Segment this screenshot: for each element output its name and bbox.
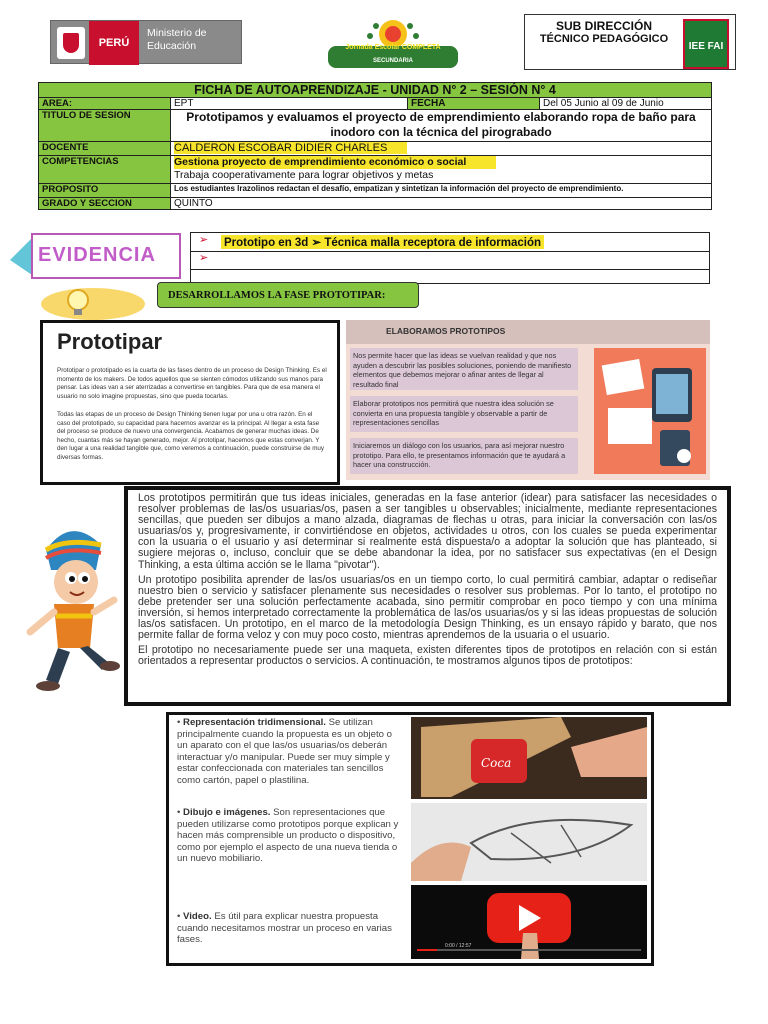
area-label: AREA: — [39, 98, 171, 110]
area-value: EPT — [171, 98, 408, 110]
minedu-logo — [50, 20, 242, 64]
evidencia-row-1 — [191, 233, 709, 252]
competencia-1: Gestiona proyecto de emprendimiento económico o social — [174, 156, 496, 169]
grado-label: GRADO Y SECCION — [39, 198, 171, 210]
tipo-tridimensional: • Representación tridimensional. Se utilizan principalmente cuando la propuesta es un objeto o un aparato con el que las/os usuarias/os deberán interactuar y/o manipular. Puede ser muy simple y estar confeccionada con materiales tan sencillos como cartón, papel o plastilina. — [177, 717, 392, 786]
jornada-text: Jornada Escolar COMPLETA — [345, 44, 441, 51]
prototype-sketches-image — [594, 348, 706, 474]
fecha-label: FECHA — [408, 98, 540, 110]
tipo-1-text: Se utilizan principalmente cuando la propuesta es un objeto o un aparato con el que las/os usuarias/os deberán interactuar y/o manipular. Puede ser muy simple y estar confeccionada con materiales tan sencillos como cartón, papel o plastilina. — [177, 717, 392, 786]
evidencia-row-2 — [191, 251, 709, 270]
elaboramos-card-3: Iniciaremos un diálogo con los usuarios, para así mejorar nuestro prototipo. Para ello, te presentamos información que te ayudará a hacer una construcción. — [350, 438, 578, 474]
tecnico-label: TÉCNICO PEDAGÓGICO — [539, 33, 669, 45]
competencias-label: COMPETENCIAS — [39, 156, 171, 184]
ministerio-label: Ministerio de Educación — [147, 27, 207, 52]
evidencia-item-1: Prototipo en 3d ➢ Técnica malla receptora de información — [221, 235, 544, 249]
elaboramos-card-2: Elaborar prototipos nos permitirá que nuestra idea solución se convierta en una propuesta tangible y observable a partir de representaciones sencillas — [350, 396, 578, 432]
prototipar-heading: Prototipar — [57, 329, 163, 354]
peru-shield-icon — [57, 27, 85, 59]
texto-paragraph-1: Los prototipos permitirán que tus ideas iniciales, generadas en la fase anterior (idear) para satisfacer las necesidades o resolver problemas de las/os usuarias/os, pasen a ser tangibles u observables; inicialmente, mediante representaciones sencillas, que pueden ser dibujos a mano alzada, diagramas de flechas u otras, para iniciar la conversación con las/os usuarias/os y, progresivamente, ir convirtiéndose en objetos, actividades u otros, con los cuales se pueda experimentar con la usuaria o el usuario y así determinar si realmente está dispuesta/o a adoptar la solución que has planteado, si sugiere mejoras o, incluso, concluir que se debe abandonar la idea, por no satisfacer sus expectativas (en el Design Thinking, a esta última acción se le llama "pivotar"). — [138, 492, 717, 571]
fase-prototipar-banner: DESARROLLAMOS LA FASE PROTOTIPAR: — [157, 282, 419, 308]
arrow-icon: ➢ — [199, 252, 209, 264]
video-timestamp: 0:00 / 12:57 — [445, 943, 472, 949]
docente-label: DOCENTE — [39, 142, 171, 156]
texto-paragraph-2: Un prototipo posibilita aprender de las/os usuarias/os en un tiempo corto, lo cual permitirá cambiar, adaptar o rediseñar nuestro bien o servicio y satisfacer plenamente sus necesidades o resolver sus problemas. Por lo tanto, el prototipo no debe pretender ser una solución perfectamente acabada, sino permitir comprobar en poco tiempo y con una mínima inversión, si hemos interpretado correctamente la problemática de las/os usuarias/os y si las ideas propuestas de solución las/os satisfacen. Un prototipo, en el marco de la metodología Design Thinking, es un ensayo rápido y barato, que nos permite fallar de forma veloz y con muy poco costo, mientras aprendemos de la usuaria o el usuario. — [138, 573, 717, 642]
docente-value: CALDERON ESCOBAR DIDIER CHARLES — [174, 142, 407, 154]
texto-paragraph-3: El prototipo no necesariamente puede ser una maqueta, existen diferentes tipos de prototipos en relación con si están orientados a representar productos o servicios. A continuación, te mostramos algunos tipos de prototipos: — [138, 644, 717, 668]
elaboramos-heading: ELABORAMOS PROTOTIPOS — [386, 326, 506, 336]
lightbulb-icon — [38, 282, 148, 322]
tipo-3-text: Es útil para explicar nuestra propuesta cuando necesitamos mostrar un proceso en varias fases. — [177, 911, 392, 945]
tipo-2-text: Son representaciones que pueden utilizarse como prototipos porque explican y hacen más comprensible un producto o dispositivo, como por ejemplo el aspecto de una nueva tienda o un nuevo mobiliario. — [177, 807, 399, 864]
proposito-label: PROPOSITO — [39, 184, 171, 198]
tipo-dibujo: • Dibujo e imágenes. Son representaciones que pueden utilizarse como prototipos porque explican y hacen más comprensible un producto o dispositivo, como por ejemplo el aspecto de una nueva tienda o un nuevo mobiliario. — [177, 807, 399, 864]
elaboramos-card-1: Nos permite hacer que las ideas se vuelvan realidad y que nos ayuden a descubrir las posibles soluciones, poniendo de manifiesto elementos que debemos mejorar o afinar antes de llegar al resultado final — [350, 348, 578, 390]
sub-direccion-box — [524, 14, 736, 70]
prototipar-paragraph-2: Todas las etapas de un proceso de Design Thinking tienen lugar por una u otra razón. En el caso del prototipado, su capacidad para hacernos avanzar es la principal. Al llegar a esta fase del proceso se produce de nuevo una convergencia. Acabamos de generar muchas ideas. De hecho, cuantas más se hayan generado, mejor. Al prototipar, hacemos que estas converjan. Y den lugar a una realidad tangible que, como veremos a continuación, puede construirse de muy diversas formas. — [57, 411, 325, 461]
fecha-value: Del 05 Junio al 09 de Junio — [540, 98, 712, 110]
arrow-icon: ➢ — [199, 234, 209, 246]
proposito-value: Los estudiantes lrazolinos redactan el desafío, empatizan y sintetizan la información del proyecto de emprendimiento. — [171, 184, 712, 198]
evidencia-label: EVIDENCIA — [38, 244, 156, 266]
evidencia-banner — [10, 230, 190, 280]
video-player-image[interactable] — [411, 885, 647, 959]
grado-value: QUINTO — [171, 198, 712, 210]
competencia-2: Trabaja cooperativamente para lograr objetivos y metas — [174, 169, 434, 181]
prototipar-paragraph-1: Prototipar o prototipado es la cuarta de las fases dentro de un proceso de Design Thinking. Es el momento de los makers. De todos aquellos que se sienten cómodos utilizando sus manos para pensar. Las ideas van a ser aterrizadas a convertirse en tangibles. Para que de esa manera el usuario no solo imagine propuestas, sino que pueda tocarlas. — [57, 367, 327, 400]
titulo-value: Prototipamos y evaluamos el proyecto de emprendimiento elaborando ropa de baño para inodoro con la técnica del pirograbado — [171, 110, 712, 142]
jornada-escolar-logo — [318, 18, 468, 70]
ficha-title: FICHA DE AUTOAPRENDIZAJE - UNIDAD N° 2 – SESIÓN N° 4 — [39, 83, 712, 98]
prototipar-block — [40, 320, 340, 485]
sketch-drawing-image — [411, 803, 647, 881]
iee-text: IEE FAI — [688, 41, 724, 52]
tipos-prototipos-block — [166, 712, 654, 966]
cardboard-prototype-image — [411, 717, 647, 799]
elaboramos-header — [346, 320, 710, 344]
tipo-1-title: Representación tridimensional. — [183, 717, 326, 728]
elaboramos-prototipos-panel — [346, 320, 710, 480]
tipo-video: • Video. Es útil para explicar nuestra propuesta cuando necesitamos mostrar un proceso en varias fases. — [177, 911, 392, 945]
iee-fai-logo — [683, 19, 729, 69]
titulo-label: TITULO DE SESION — [39, 110, 171, 142]
evidencia-box — [190, 232, 710, 284]
peru-label: PERÚ — [89, 21, 139, 65]
prototipos-text-block — [124, 486, 731, 706]
secundaria-text: SECUNDARIA — [372, 58, 413, 64]
tipo-2-title: Dibujo e imágenes. — [183, 807, 271, 818]
svg-text:Coca: Coca — [481, 756, 512, 770]
sub-direccion-label: SUB DIRECCIÓN — [555, 19, 652, 33]
cartoon-kid-illustration — [16, 520, 126, 710]
ficha-table — [38, 82, 712, 210]
tipo-3-title: Video. — [183, 911, 212, 922]
